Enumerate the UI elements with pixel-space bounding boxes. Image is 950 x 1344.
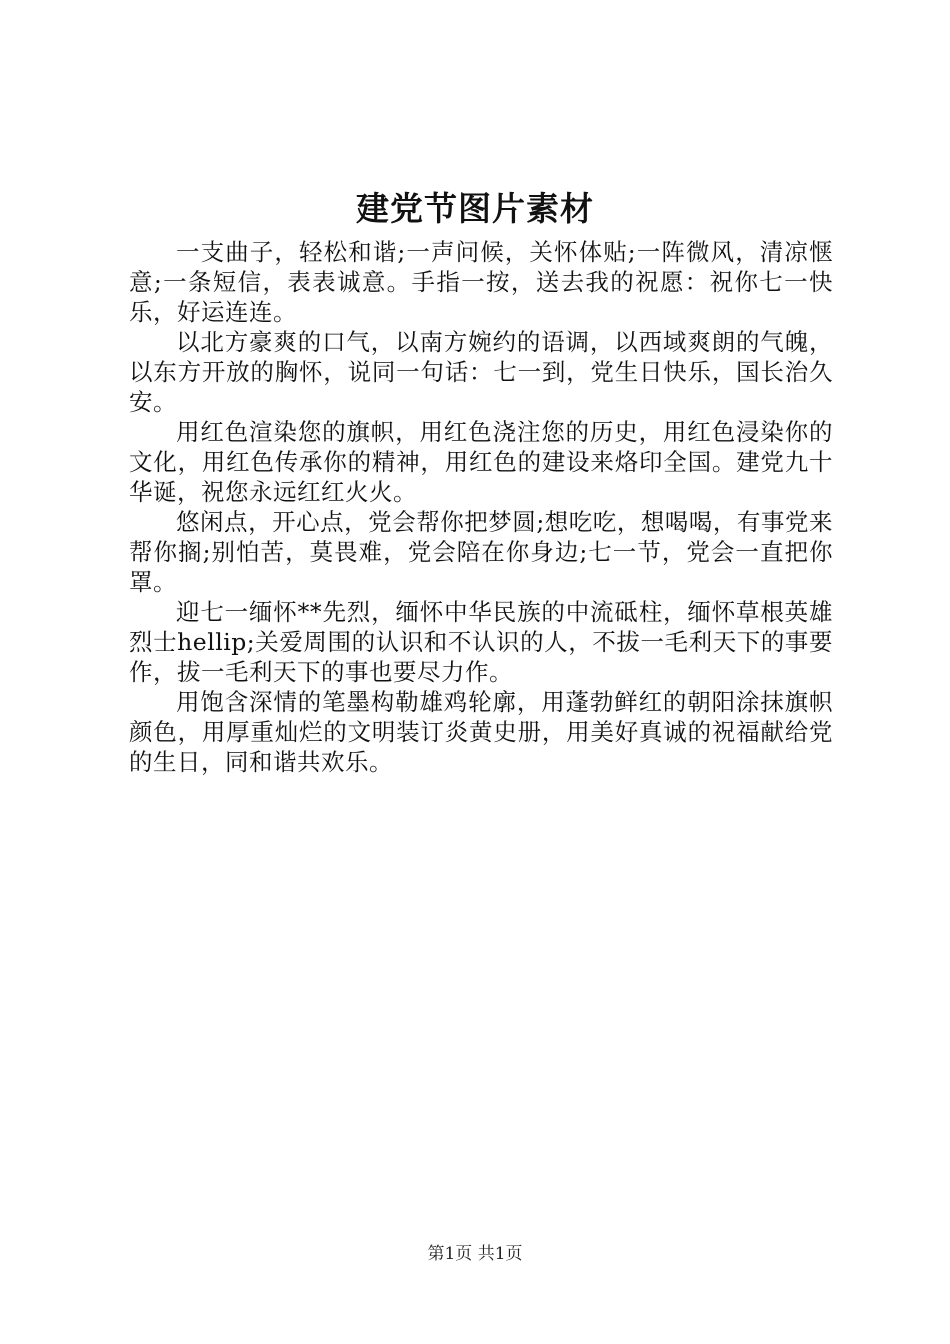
paragraph-1: 一支曲子，轻松和谐;一声问候，关怀体贴;一阵微风，清凉惬意;一条短信，表表诚意。手指一按，送去我的祝愿：祝你七一快乐，好运连连。 xyxy=(129,238,833,326)
paragraph-2: 以北方豪爽的口气，以南方婉约的语调，以西域爽朗的气魄，以东方开放的胸怀，说同一句话：七一到，党生日快乐，国长治久安。 xyxy=(129,328,833,416)
document-body xyxy=(129,237,833,777)
document-title: 建党节图片素材 xyxy=(356,189,594,228)
page-footer: 第1页 共1页 xyxy=(427,1244,523,1264)
paragraph-5: 迎七一缅怀**先烈，缅怀中华民族的中流砥柱，缅怀草根英雄烈士hellip;关爱周围的认识和不认识的人，不拔一毛利天下的事要作，拔一毛利天下的事也要尽力作。 xyxy=(129,598,833,686)
paragraph-4: 悠闲点，开心点，党会帮你把梦圆;想吃吃，想喝喝，有事党来帮你搁;别怕苦，莫畏难，党会陪在你身边;七一节，党会一直把你罩。 xyxy=(129,508,833,596)
paragraph-3: 用红色渲染您的旗帜，用红色浇注您的历史，用红色浸染你的文化，用红色传承你的精神，用红色的建设来烙印全国。建党九十华诞，祝您永远红红火火。 xyxy=(129,418,833,506)
paragraph-6: 用饱含深情的笔墨构勒雄鸡轮廓，用蓬勃鲜红的朝阳涂抹旗帜颜色，用厚重灿烂的文明装订炎黄史册，用美好真诚的祝福献给党的生日，同和谐共欢乐。 xyxy=(129,688,833,776)
